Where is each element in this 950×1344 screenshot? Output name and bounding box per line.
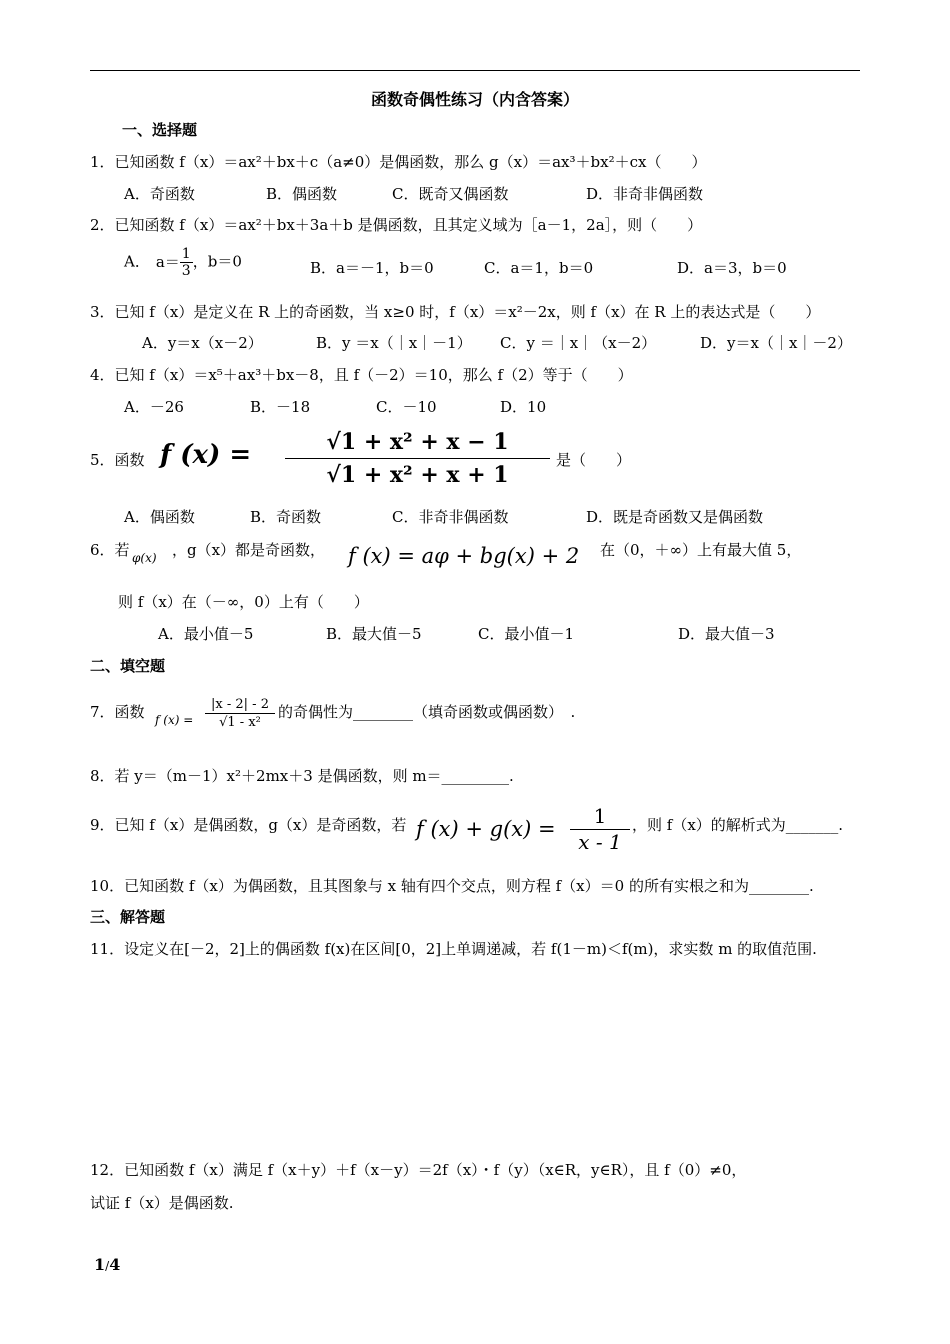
q6-formula: f (x) = aφ + bg(x) + 2 [348, 544, 580, 568]
q3-option-b: B．y ＝x（｜x｜－1） [316, 334, 472, 352]
section-heading-solve: 三、解答题 [90, 908, 166, 926]
q5-formula-fraction [285, 428, 550, 489]
q2-option-c: C．a＝1，b＝0 [484, 259, 594, 277]
question-3: 3．已知 f（x）是定义在 R 上的奇函数，当 x≥0 时，f（x）＝x²－2x，则 f（x）在 R 上的表达式是（ ） [90, 303, 821, 321]
question-12-line2: 试证 f（x）是偶函数. [90, 1194, 234, 1212]
q5-frac-num: √1 + x² + x − 1 [285, 428, 550, 459]
question-5-suffix: 是（ ） [556, 451, 632, 469]
q1-option-a: A．奇函数 [124, 185, 195, 203]
question-6-mid: ，g（x）都是奇函数， [172, 541, 326, 559]
q5-option-b: B．奇函数 [250, 508, 322, 526]
section-heading-choice: 一、选择题 [122, 121, 198, 139]
q2-option-a-lhs: a＝ [155, 252, 180, 271]
q6-option-d: D．最大值－3 [678, 625, 775, 643]
page-current: 1 [94, 1255, 106, 1274]
question-7-suffix: 的奇偶性为________（填奇函数或偶函数） . [278, 703, 576, 721]
question-5-prefix: 5．函数 [90, 451, 145, 469]
q6-option-b: B．最大值－5 [326, 625, 422, 643]
question-12-line1: 12．已知函数 f（x）满足 f（x＋y）＋f（x－y）＝2f（x）・f（y）（x∈R，y∈R），且 f（0）≠0， [90, 1161, 747, 1179]
q9-frac-num: 1 [570, 804, 630, 830]
q5-formula-lhs: f (x) = [160, 440, 252, 470]
q2-option-a-prefix: A． [124, 252, 150, 271]
q1-option-c: C．既奇又偶函数 [392, 185, 509, 203]
q7-fraction [205, 696, 275, 731]
q5-option-d: D．既是奇函数又是偶函数 [586, 508, 764, 526]
q2-frac-num: 1 [181, 246, 191, 262]
q4-option-c: C．－10 [376, 398, 437, 416]
q6-option-c: C．最小值－1 [478, 625, 575, 643]
q1-option-d: D．非奇非偶函数 [586, 185, 704, 203]
q7-frac-den: √1 - x² [219, 715, 261, 730]
q1-option-b: B．偶函数 [266, 185, 338, 203]
q7-lhs: f (x) = [155, 713, 194, 727]
q6-option-a: A．最小值－5 [158, 625, 254, 643]
q2-option-a-rest: ，b＝0 [192, 252, 242, 271]
q9-fraction [570, 804, 630, 855]
q3-option-d: D．y＝x（｜x｜－2） [700, 334, 852, 352]
question-4: 4．已知 f（x）＝x⁵＋ax³＋bx－8，且 f（－2）＝10，那么 f（2）等于（ ） [90, 366, 633, 384]
page-number [94, 1255, 120, 1274]
question-6-suffix: 在（0，＋∞）上有最大值 5， [600, 541, 802, 559]
q2-option-a [124, 246, 242, 279]
question-1: 1．已知函数 f（x）＝ax²＋bx＋c（a≠0）是偶函数，那么 g（x）＝ax³＋bx²＋cx（ ） [90, 153, 707, 171]
q6-phi: φ(x) [132, 551, 157, 565]
q2-option-d: D．a＝3，b＝0 [677, 259, 787, 277]
q3-option-c: C．y ＝｜x｜（x－2） [500, 334, 657, 352]
q2-frac-den: 3 [181, 263, 191, 279]
page-title: 函数奇偶性练习（内含答案） [370, 90, 579, 109]
q9-frac-den: x - 1 [578, 830, 622, 854]
q3-option-a: A．y＝x（x－2） [142, 334, 263, 352]
section-heading-fill: 二、填空题 [90, 657, 166, 675]
q9-formula-lhs: f (x) + g(x) = [416, 817, 556, 841]
q4-option-d: D．10 [500, 398, 547, 416]
question-10: 10．已知函数 f（x）为偶函数，且其图象与 x 轴有四个交点，则方程 f（x）＝0 的所有实根之和为________. [90, 877, 814, 895]
q5-option-a: A．偶函数 [124, 508, 195, 526]
question-6-prefix: 6．若 [90, 541, 130, 559]
header-rule [90, 70, 860, 71]
q4-option-a: A．－26 [124, 398, 184, 416]
q2-option-b: B．a＝－1，b＝0 [310, 259, 434, 277]
question-2: 2．已知函数 f（x）＝ax²＋bx＋3a＋b 是偶函数，且其定义域为［a－1，2a］，则（ ） [90, 216, 703, 234]
q5-frac-den: √1 + x² + x + 1 [326, 462, 509, 488]
question-9-prefix: 9．已知 f（x）是偶函数，g（x）是奇函数，若 [90, 816, 407, 834]
q2-option-a-fraction [180, 246, 193, 279]
q7-frac-num: |x - 2| - 2 [205, 696, 275, 714]
question-11: 11．设定义在[－2，2]上的偶函数 f(x)在区间[0，2]上单调递减，若 f(1－m)＜f(m)，求实数 m 的取值范围. [90, 940, 817, 958]
question-6-line2: 则 f（x）在（－∞，0）上有（ ） [118, 593, 369, 611]
question-8: 8．若 y＝（m－1）x²＋2mx＋3 是偶函数，则 m＝_________. [90, 767, 514, 785]
q4-option-b: B．－18 [250, 398, 311, 416]
page-total: 4 [109, 1255, 121, 1274]
question-7-prefix: 7．函数 [90, 703, 145, 721]
question-9-suffix: ，则 f（x）的解析式为_______. [632, 816, 844, 834]
q5-option-c: C．非奇非偶函数 [392, 508, 509, 526]
page-separator: / [105, 1259, 110, 1273]
